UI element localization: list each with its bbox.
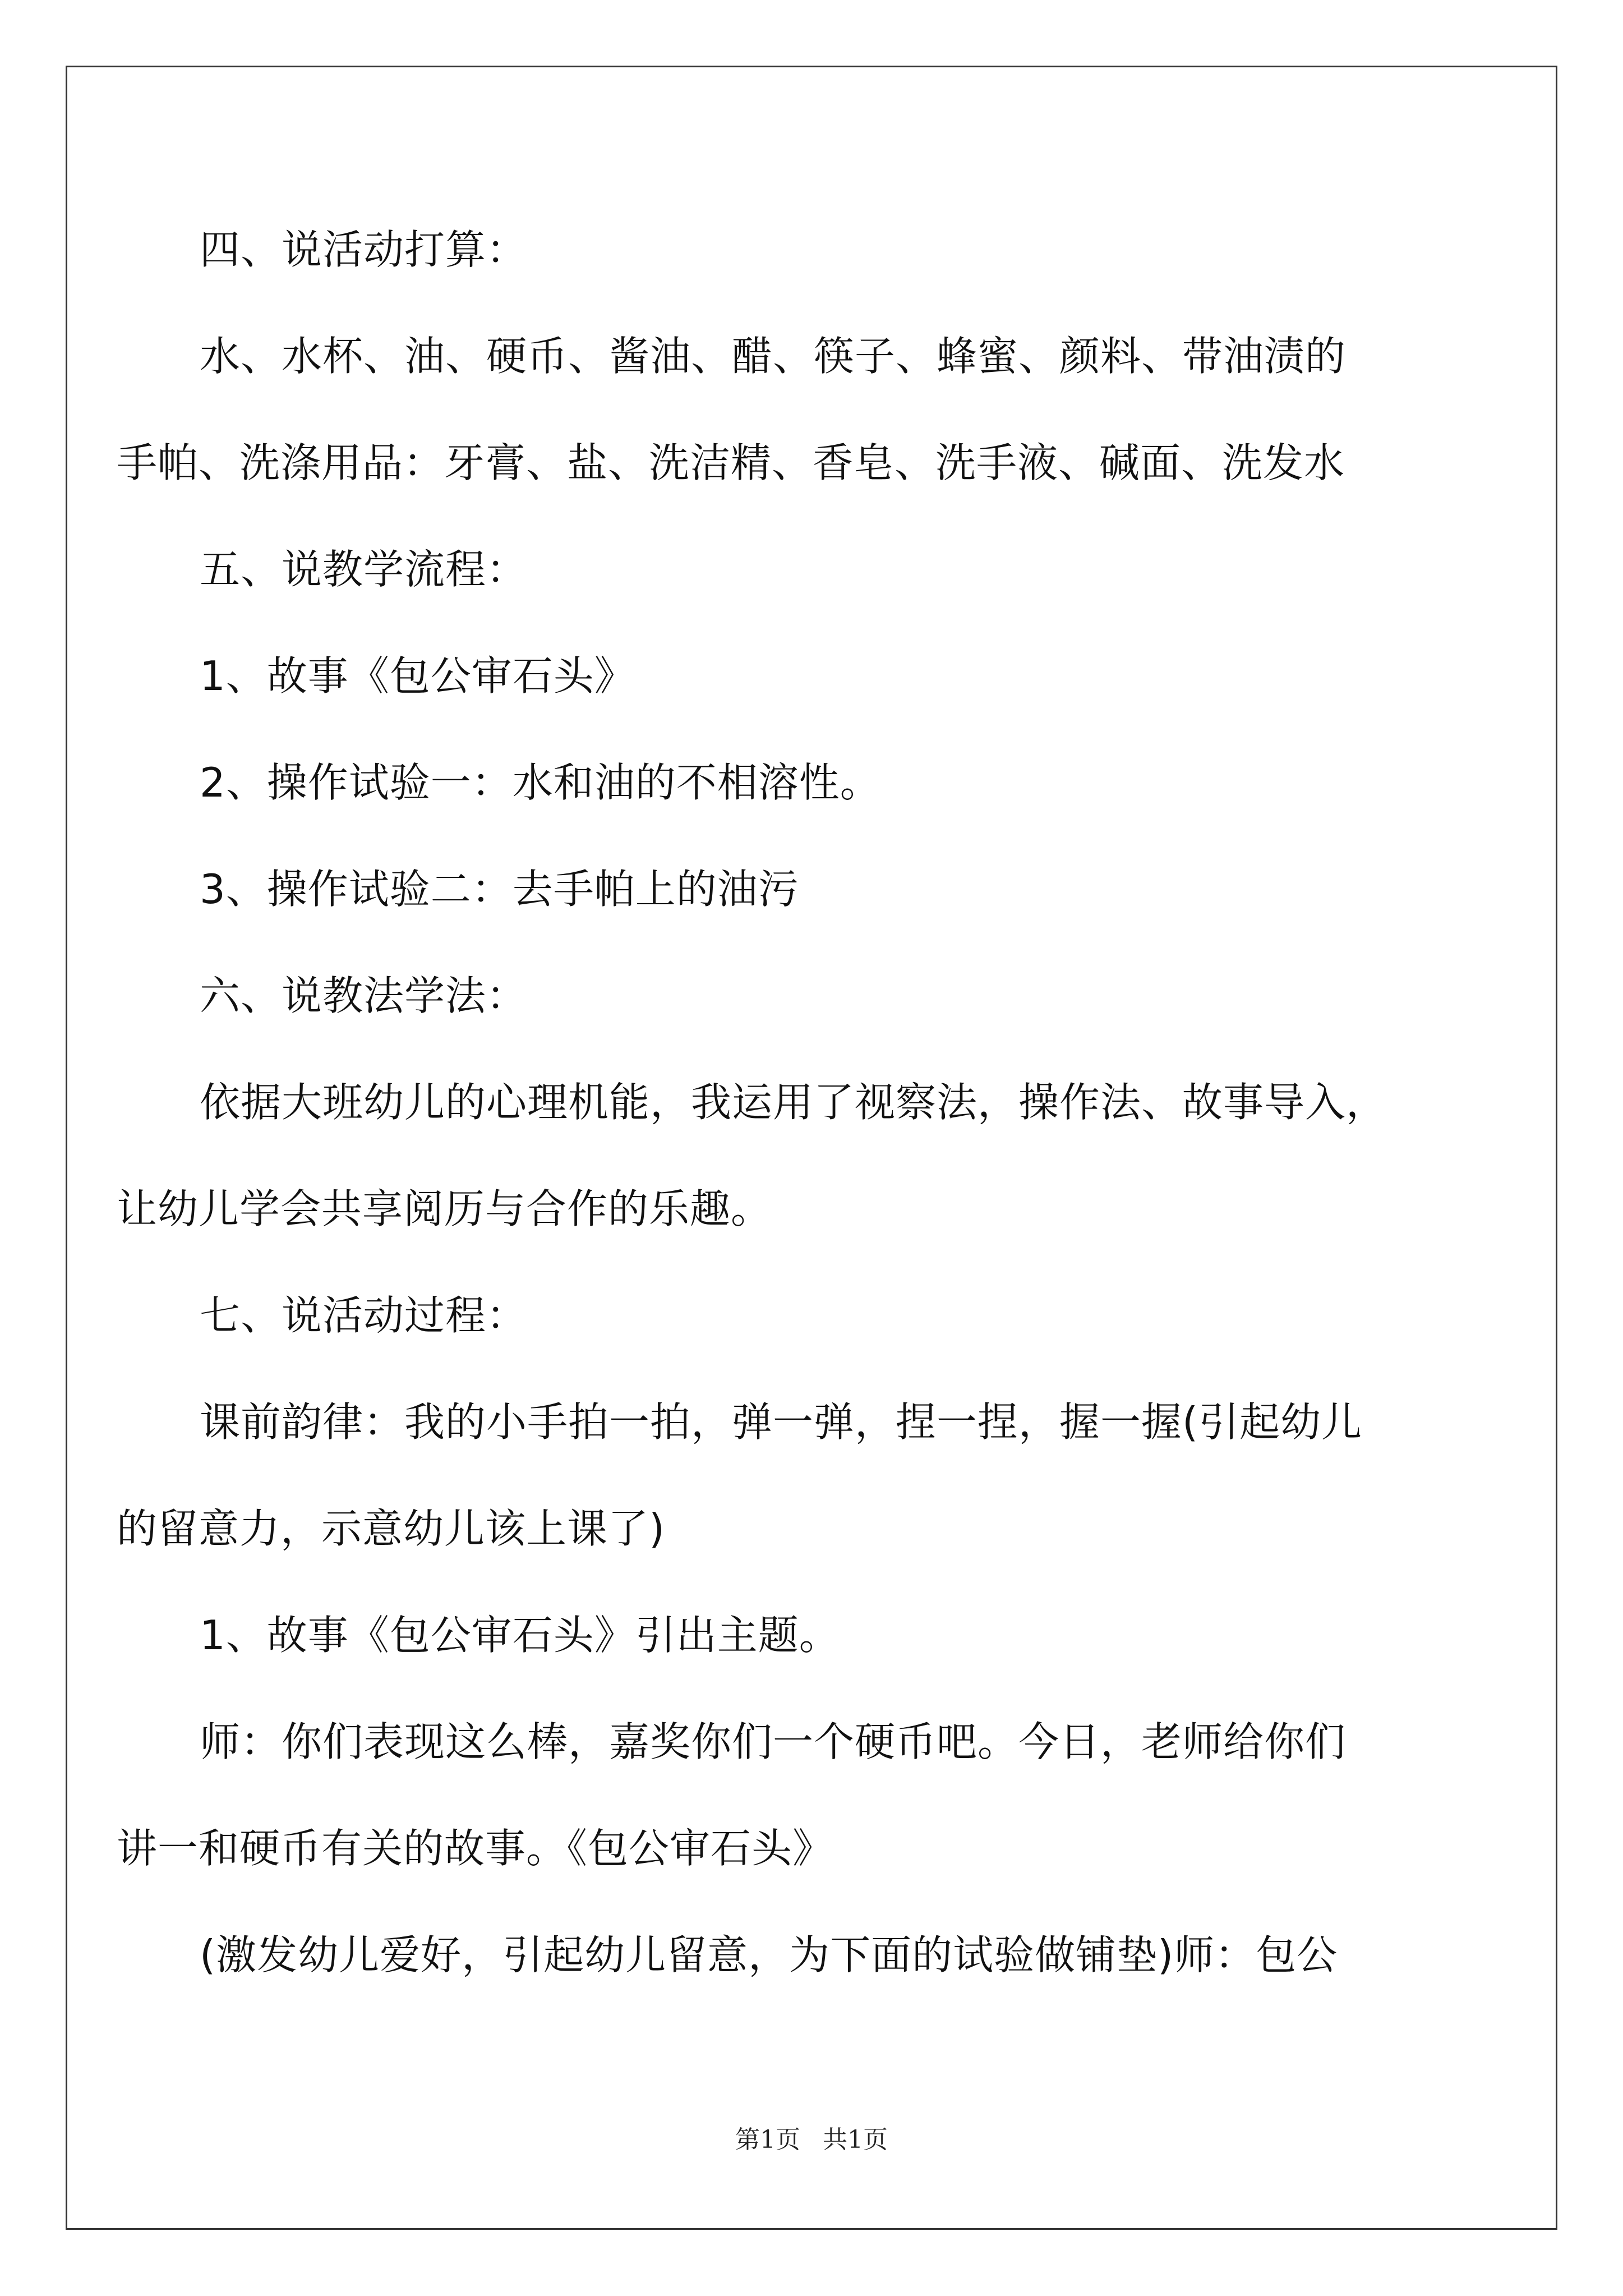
paragraph-teacher-cont: 讲一和硬币有关的故事。《包公审石头》 bbox=[117, 1825, 834, 1872]
paragraph-materials-cont: 手帕、洗涤用品：牙膏、盐、洗洁精、香皂、洗手液、碱面、洗发水 bbox=[117, 439, 1345, 486]
heading-activity-plan: 四、说活动打算： bbox=[200, 226, 528, 273]
paragraph-rhythm-cont: 的留意力，示意幼儿该上课了) bbox=[117, 1505, 666, 1552]
paragraph-materials: 水、水杯、油、硬币、酱油、醋、筷子、蜂蜜、颜料、带油渍的 bbox=[200, 333, 1347, 380]
heading-teaching-flow: 五、说教学流程： bbox=[200, 546, 528, 593]
list-item-story-theme: 1、故事《包公审石头》引出主题。 bbox=[200, 1612, 840, 1659]
page-border bbox=[66, 66, 1557, 2230]
page-footer bbox=[0, 2123, 1623, 2157]
list-item-experiment-one: 2、操作试验一：水和油的不相溶性。 bbox=[200, 759, 881, 806]
paragraph-teacher: 师：你们表现这么棒，嘉奖你们一个硬币吧。今日，老师给你们 bbox=[200, 1718, 1347, 1765]
page-number: 第1页 bbox=[735, 2125, 800, 2154]
list-item-experiment-two: 3、操作试验二：去手帕上的油污 bbox=[200, 866, 799, 913]
paragraph-methods: 依据大班幼儿的心理机能，我运用了视察法，操作法、故事导入， bbox=[200, 1079, 1387, 1126]
paragraph-methods-cont: 让幼儿学会共享阅历与合作的乐趣。 bbox=[117, 1185, 772, 1232]
page-total: 共1页 bbox=[823, 2125, 888, 2154]
list-item-story: 1、故事《包公审石头》 bbox=[200, 652, 635, 700]
paragraph-motivation: (激发幼儿爱好，引起幼儿留意，为下面的试验做铺垫)师：包公 bbox=[200, 1931, 1338, 1978]
paragraph-rhythm: 课前韵律：我的小手拍一拍，弹一弹，捏一捏，握一握(引起幼儿 bbox=[200, 1398, 1363, 1446]
heading-activity-process: 七、说活动过程： bbox=[200, 1292, 528, 1339]
heading-teaching-methods: 六、说教法学法： bbox=[200, 972, 528, 1019]
